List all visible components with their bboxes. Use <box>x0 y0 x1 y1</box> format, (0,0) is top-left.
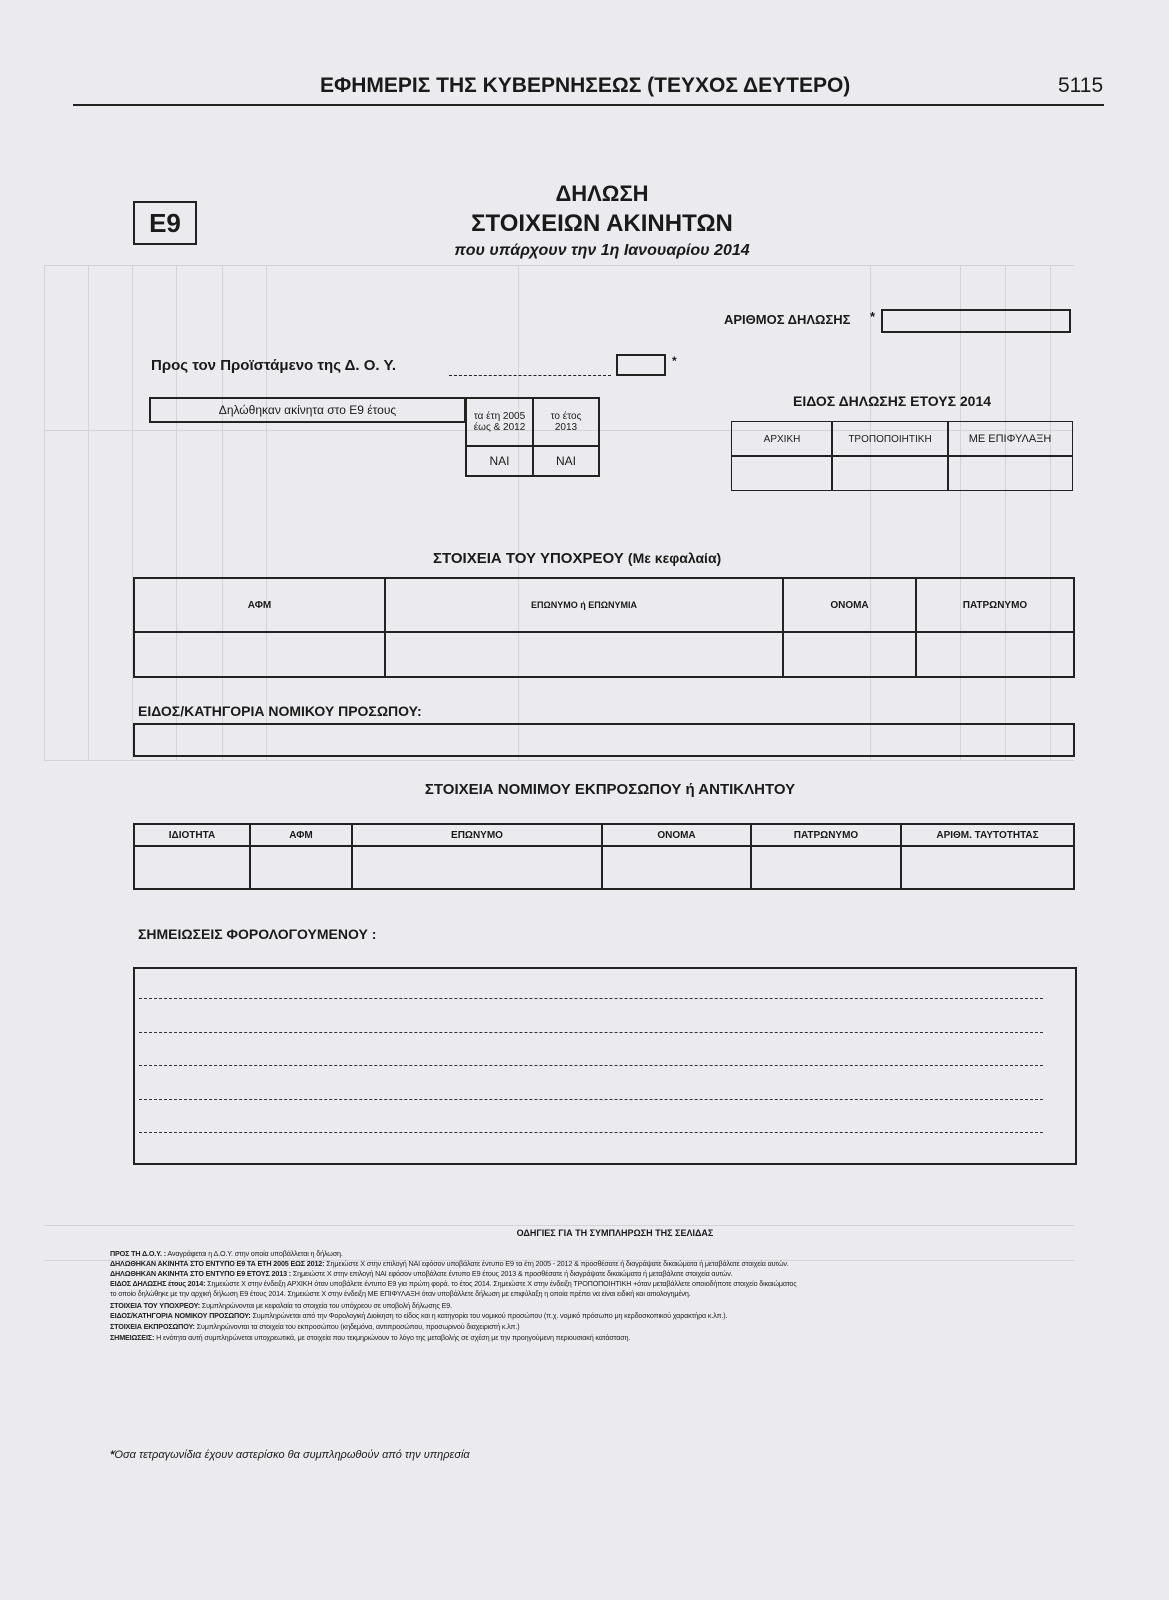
rep-id-field[interactable] <box>900 845 1075 890</box>
rep-col-afm: ΑΦΜ <box>249 823 353 847</box>
instruction-text: Συμπληρώνονται τα στοιχεία του εκπροσώπου (κηδεμόνα, αντιπροσώπου, προσωρινού διαχειριστή κ.λπ.) <box>194 1322 520 1331</box>
rep-name-field[interactable] <box>601 845 752 890</box>
instruction-line <box>110 1322 519 1331</box>
taxpayer-section-title <box>433 550 721 567</box>
declared-col-2005-2012: τα έτη 2005 έως & 2012 <box>465 397 534 447</box>
taxpayer-title: ΣΤΟΙΧΕΙΑ ΤΟΥ ΥΠΟΧΡΕΟΥ <box>433 550 624 567</box>
type-option-initial: ΑΡΧΙΚΗ <box>731 421 833 457</box>
type-option-reserved: ΜΕ ΕΠΙΦΥΛΑΞΗ <box>947 421 1073 457</box>
instructions-title: ΟΔΗΓΙΕΣ ΓΙΑ ΤΗ ΣΥΜΠΛΗΡΩΣΗ ΤΗΣ ΣΕΛΙΔΑΣ <box>516 1228 714 1238</box>
taxpayer-name-field[interactable] <box>782 631 917 678</box>
rep-col-surname: ΕΠΩΝΥΜΟ <box>351 823 603 847</box>
taxpayer-col-afm: ΑΦΜ <box>133 577 386 633</box>
instruction-label: ΕΙΔΟΣ ΔΗΛΩΣΗΣ έτους 2014: <box>110 1279 206 1288</box>
footnote <box>110 1449 470 1461</box>
form-title-line2: ΣΤΟΙΧΕΙΩΝ ΑΚΙΝΗΤΩΝ <box>471 210 733 237</box>
instruction-label: ΕΙΔΟΣ/ΚΑΤΗΓΟΡΙΑ ΝΟΜΙΚΟΥ ΠΡΟΣΩΠΟΥ: <box>110 1311 251 1320</box>
instruction-text: Σημειώστε Χ στην ένδειξη ΑΡΧΙΚΗ όταν υποβάλετε έντυπο Ε9 για πρώτη φορά. το έτος 2014. Σημειώστε Χ στην ένδειξη ΤΡΟΠΟΠΟΙΗΤΙΚΗ +όταν μεταβάλλετε οποιοδήποτε στοιχείο δικαιώματος <box>205 1279 797 1288</box>
tax-office-field[interactable] <box>449 375 611 376</box>
rep-afm-field[interactable] <box>249 845 353 890</box>
type-reserved-checkbox[interactable] <box>947 455 1073 491</box>
taxpayer-col-father: ΠΑΤΡΩΝΥΜΟ <box>915 577 1075 633</box>
footnote-text: Όσα τετραγωνίδια έχουν αστερίσκο θα συμπληρωθούν από την υπηρεσία <box>114 1449 470 1461</box>
yes-checkbox-2013[interactable]: ΝΑΙ <box>532 445 600 477</box>
taxpayer-father-field[interactable] <box>915 631 1075 678</box>
instruction-label: ΣΤΟΙΧΕΙΑ ΤΟΥ ΥΠΟΧΡΕΟΥ: <box>110 1301 200 1310</box>
rep-father-field[interactable] <box>750 845 902 890</box>
instruction-text: Σημειώστε Χ στην επιλογή ΝΑΙ εφόσον υποβάλατε έντυπο Ε9 έτους 2013 & προσθέσατε ή διαγράψατε δικαιώματα ή μεταβάλατε στοιχεία αυτών. <box>291 1269 733 1278</box>
form-subtitle: που υπάρχουν την 1η Ιανουαρίου 2014 <box>454 242 750 259</box>
form-title-line1: ΔΗΛΩΣΗ <box>555 181 649 206</box>
instruction-line <box>110 1279 797 1288</box>
type-option-amending: ΤΡΟΠΟΠΟΙΗΤΙΚΗ <box>831 421 949 457</box>
instruction-label: ΔΗΛΩΘΗΚΑΝ ΑΚΙΝΗΤΑ ΣΤΟ ΕΝΤΥΠΟ Ε9 ΕΤΟΥΣ 2013 : <box>110 1269 292 1278</box>
asterisk: * <box>672 354 677 368</box>
legal-entity-field[interactable] <box>133 723 1075 757</box>
asterisk: * <box>870 309 876 324</box>
instruction-text: Συμπληρώνεται από την Φορολογική Διοίκηση το είδος και η κατηγορία του νομικού προσώπου (π.χ. νομικό πρόσωπο μη κερδοσκοπικού χαρακτήρα κ.λπ.). <box>250 1311 728 1320</box>
notes-line <box>139 1099 1043 1100</box>
instruction-line <box>110 1289 691 1298</box>
notes-line <box>139 1065 1043 1066</box>
instruction-text: Η ενότητα αυτή συμπληρώνεται υποχρεωτικά, με στοιχεία που τεκμηριώνουν το λόγο της μεταβολής σε σχέση με την προηγούμενη περιουσιακή κατάσταση. <box>154 1333 631 1342</box>
notes-line <box>139 1132 1043 1133</box>
instruction-text: Αναγράφεται η Δ.Ο.Υ. στην οποία υποβάλλεται η δήλωση. <box>165 1249 343 1258</box>
instruction-label: ΔΗΛΩΘΗΚΑΝ ΑΚΙΝΗΤΑ ΣΤΟ ΕΝΤΥΠΟ Ε9 ΤΑ ΕΤΗ 2005 ΕΩΣ 2012: <box>110 1259 325 1268</box>
rep-col-name: ΟΝΟΜΑ <box>601 823 752 847</box>
instruction-text: Συμπληρώνονται με κεφαλαία τα στοιχεία του υπόχρεου σε υποβολή δήλωσης Ε9. <box>199 1301 452 1310</box>
header-rule <box>73 104 1104 106</box>
instruction-line <box>110 1249 343 1258</box>
declared-label: Δηλώθηκαν ακίνητα στο Ε9 έτους <box>149 397 466 423</box>
yes-checkbox-2005-2012[interactable]: ΝΑΙ <box>465 445 534 477</box>
instruction-text: Σημειώστε Χ στην επιλογή ΝΑΙ εφόσον υποβάλατε έντυπο Ε9 τα έτη 2005 - 2012 & προσθέσατε ή διαγράψατε δικαιώματα ή μεταβάλατε στοιχεία αυτών. <box>324 1259 789 1268</box>
page-number: 5115 <box>1058 74 1104 97</box>
taxpayer-title-note: (Με κεφαλαία) <box>627 550 722 566</box>
taxpayer-col-name: ΟΝΟΜΑ <box>782 577 917 633</box>
instruction-text: το οποίο δηλώθηκε με την αρχική δήλωση Ε9 έτους 2014. Σημειώστε Χ στην ένδειξη ΜΕ ΕΠΙΦΥΛΑΞΗ όταν υποβάλλετε δήλωση με επιφύλαξη η οποία πρέπει να είναι ειδική και αιτιολογημένη. <box>110 1289 691 1298</box>
gazette-title: ΕΦΗΜΕΡΙΣ ΤΗΣ ΚΥΒΕΡΝΗΣΕΩΣ (ΤΕΥΧΟΣ ΔΕΥΤΕΡΟ) <box>320 74 851 97</box>
rep-col-id: ΑΡΙΘΜ. ΤΑΥΤΟΤΗΤΑΣ <box>900 823 1075 847</box>
notes-line <box>139 1032 1043 1033</box>
rep-col-capacity: ΙΔΙΟΤΗΤΑ <box>133 823 251 847</box>
notes-field[interactable] <box>133 967 1077 1165</box>
declared-col-2013: το έτος 2013 <box>532 397 600 447</box>
tax-office-code-field[interactable] <box>616 354 666 376</box>
notes-title: ΣΗΜΕΙΩΣΕΙΣ ΦΟΡΟΛΟΓΟΥΜΕΝΟΥ : <box>138 926 377 942</box>
declaration-type-title: ΕΙΔΟΣ ΔΗΛΩΣΗΣ ΕΤΟΥΣ 2014 <box>793 393 992 409</box>
rep-col-father: ΠΑΤΡΩΝΥΜΟ <box>750 823 902 847</box>
instruction-line <box>110 1301 452 1310</box>
instruction-label: ΠΡΟΣ ΤΗ Δ.Ο.Υ. : <box>110 1249 166 1258</box>
declaration-number-field[interactable] <box>881 309 1071 333</box>
rep-capacity-field[interactable] <box>133 845 251 890</box>
declaration-number-label: ΑΡΙΘΜΟΣ ΔΗΛΩΣΗΣ <box>724 312 851 327</box>
footnote-asterisk: * <box>110 1449 115 1461</box>
form-code-badge: Ε9 <box>133 201 197 245</box>
type-amending-checkbox[interactable] <box>831 455 949 491</box>
instruction-line <box>110 1311 727 1320</box>
instruction-label: ΣΤΟΙΧΕΙΑ ΕΚΠΡΟΣΩΠΟΥ: <box>110 1322 195 1331</box>
type-initial-checkbox[interactable] <box>731 455 833 491</box>
rep-surname-field[interactable] <box>351 845 603 890</box>
representative-title: ΣΤΟΙΧΕΙΑ ΝΟΜΙΜΟΥ ΕΚΠΡΟΣΩΠΟΥ ή ΑΝΤΙΚΛΗΤΟΥ <box>424 781 796 798</box>
instruction-line <box>110 1269 733 1278</box>
notes-line <box>139 998 1043 999</box>
legal-entity-label: ΕΙΔΟΣ/ΚΑΤΗΓΟΡΙΑ ΝΟΜΙΚΟΥ ΠΡΟΣΩΠΟΥ: <box>138 703 422 719</box>
tax-office-label: Προς τον Προϊστάμενο της Δ. Ο. Υ. <box>151 357 397 374</box>
instruction-label: ΣΗΜΕΙΩΣΕΙΣ: <box>110 1333 155 1342</box>
taxpayer-col-surname: ΕΠΩΝΥΜΟ ή ΕΠΩΝΥΜΙΑ <box>384 577 784 633</box>
instruction-line <box>110 1259 789 1268</box>
taxpayer-surname-field[interactable] <box>384 631 784 678</box>
instruction-line <box>110 1333 630 1342</box>
taxpayer-afm-field[interactable] <box>133 631 386 678</box>
